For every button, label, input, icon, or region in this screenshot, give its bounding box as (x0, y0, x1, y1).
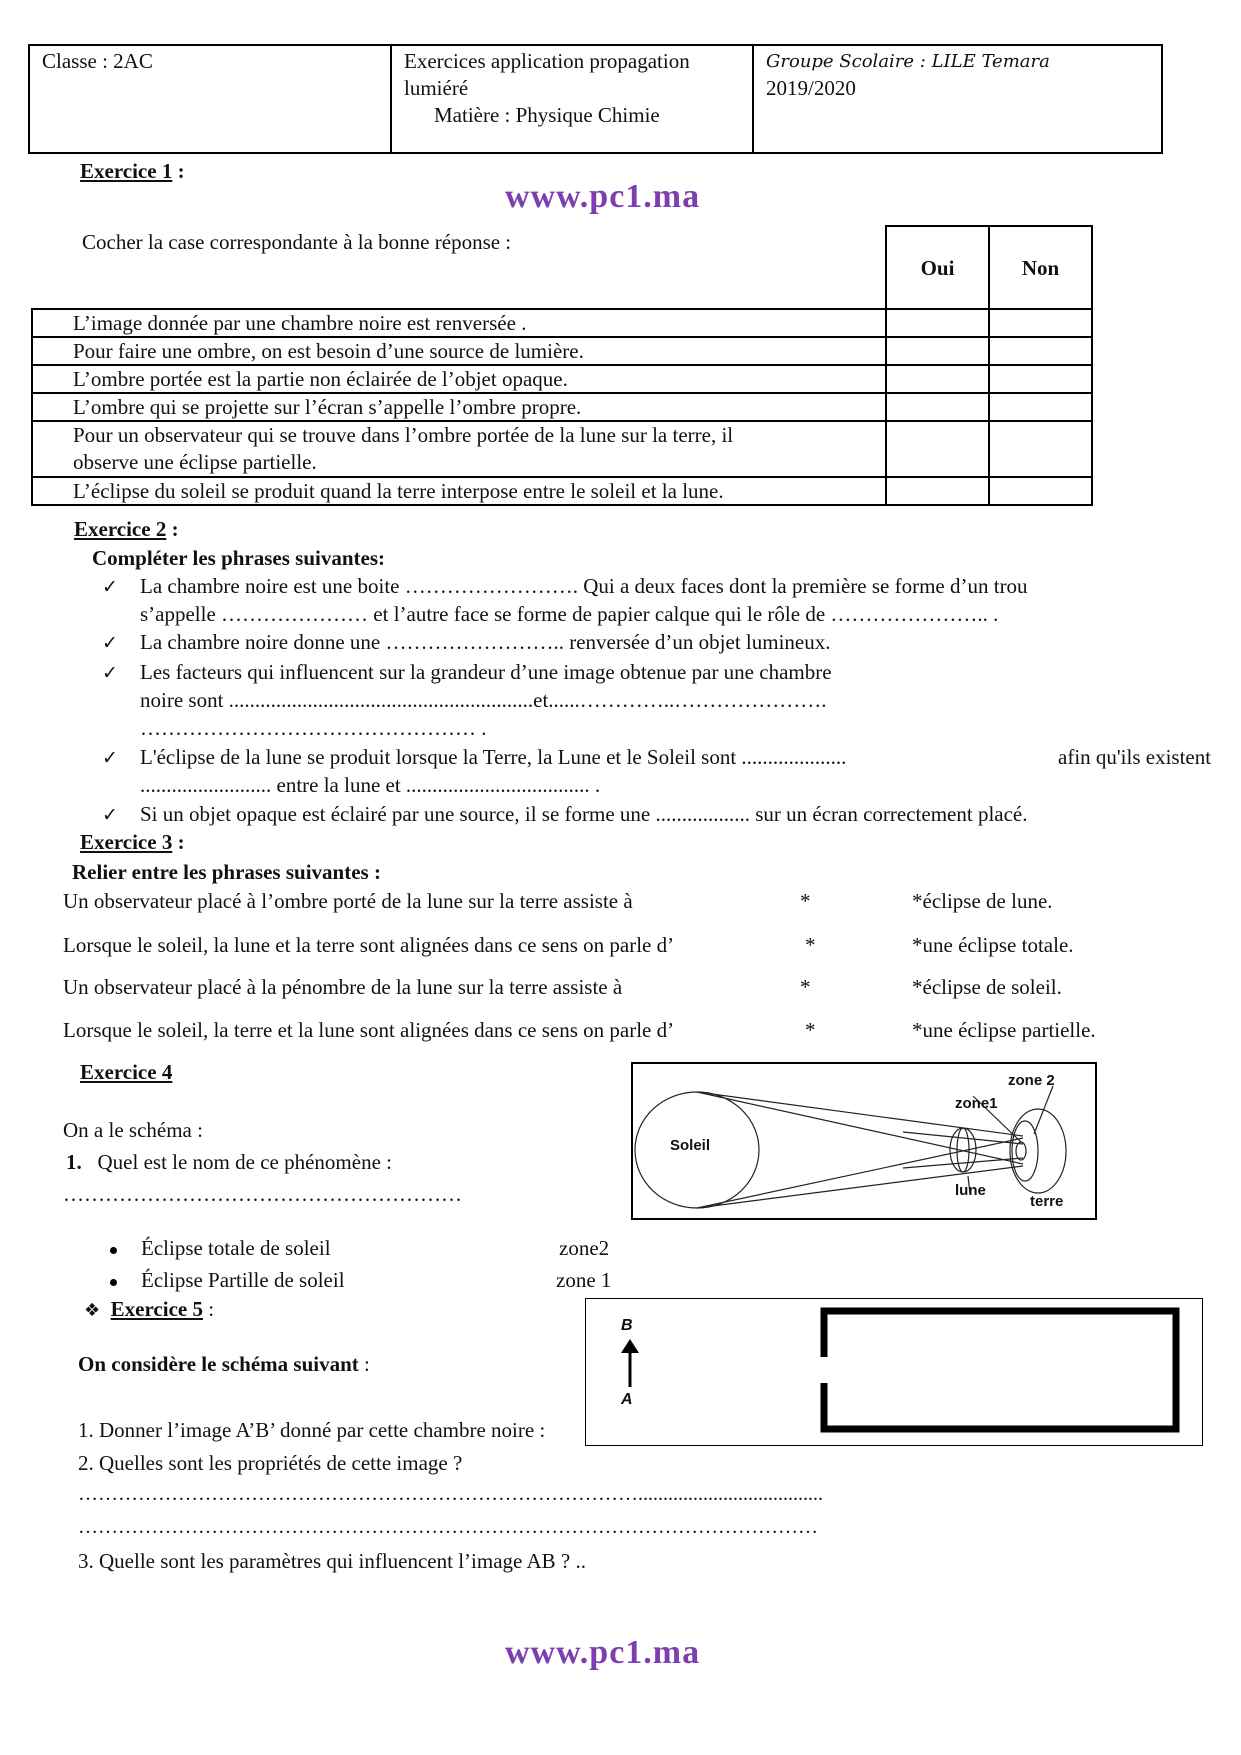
ex4-item (110, 1268, 345, 1293)
watermark-bottom: www.pc1.ma (505, 1634, 701, 1671)
ex5-title-wrap (84, 1297, 214, 1322)
ex3-link-dot[interactable]: * (800, 975, 811, 999)
ex3-right-item[interactable]: *une éclipse totale. (912, 933, 1074, 957)
school-name: Groupe Scolaire : LILE Temara (766, 51, 1050, 72)
ex2-colon: : (166, 517, 179, 541)
ex1-checkbox-non[interactable] (989, 393, 1092, 421)
ex1-checkbox-oui[interactable] (886, 365, 989, 393)
ex1-row (32, 477, 1092, 505)
header-table (28, 44, 1163, 154)
ex5-intro: On considère le schéma suivant (78, 1352, 359, 1376)
check-icon: ✓ (102, 804, 118, 826)
ex3-link-dot[interactable]: * (805, 933, 816, 957)
school-cell (754, 46, 1161, 152)
camera-obscura-diagram (585, 1298, 1203, 1446)
ex3-left-item: Lorsque le soleil, la lune et la terre sont alignées dans ce sens on parle d’ (63, 933, 675, 957)
ex1-title-wrap (80, 159, 185, 184)
ex1-row-text: L’ombre qui se projette sur l’écran s’appelle l’ombre propre. (32, 393, 886, 421)
subject-line-3: Matière : Physique Chimie (434, 103, 660, 127)
ex5-q2: 2. Quelles sont les propriétés de cette image ? (78, 1451, 463, 1475)
ex1-row (32, 421, 1092, 477)
label-b: B (621, 1317, 633, 1334)
col-oui: Oui (886, 226, 989, 309)
ex3-link-dot[interactable]: * (805, 1018, 816, 1042)
ex1-row (32, 337, 1092, 365)
diamond-bullet-icon: ❖ (84, 1300, 101, 1321)
camera-box (824, 1311, 1176, 1429)
ex1-checkbox-oui[interactable] (886, 393, 989, 421)
ex1-checkbox-non[interactable] (989, 337, 1092, 365)
ex1-row (32, 309, 1092, 337)
ex5-intro-colon: : (358, 1352, 370, 1376)
ex4-title: Exercice 4 (80, 1060, 173, 1084)
bullet-icon (110, 1279, 117, 1286)
moon-shape (950, 1128, 976, 1172)
zone2-label: zone 2 (1008, 1072, 1055, 1089)
ex5-intro-wrap (78, 1352, 370, 1377)
ex3-link-dot[interactable]: * (800, 889, 811, 913)
ex5-title: Exercice 5 (110, 1297, 203, 1321)
ex1-checkbox-non[interactable] (989, 309, 1092, 337)
ex2-line: L'éclipse de la lune se produit lorsque la Terre, la Lune et le Soleil sont .................... (140, 745, 847, 769)
ex1-checkbox-oui[interactable] (886, 309, 989, 337)
ex1-row (32, 393, 1092, 421)
ex3-title-wrap (80, 830, 185, 855)
ex1-checkbox-non[interactable] (989, 477, 1092, 505)
ex5-colon: : (202, 1297, 215, 1321)
zone1-label: zone1 (955, 1095, 998, 1112)
ex1-table (31, 225, 1093, 506)
ex4-item-zone: zone 1 (556, 1268, 612, 1292)
ex3-right-item[interactable]: *éclipse de soleil. (912, 975, 1062, 999)
ex2-line: noire sont ..........................................................et......…………..…………………. (140, 688, 827, 712)
school-year: 2019/2020 (766, 76, 856, 100)
ex1-row-text-line2: observe une éclipse partielle. (73, 450, 317, 474)
ex1-checkbox-oui[interactable] (886, 337, 989, 365)
ex5-answer-dots[interactable]: ………………………………………………………………………………………………… (78, 1516, 818, 1538)
ex1-row-text: L’image donnée par une chambre noire est renversée . (32, 309, 886, 337)
check-icon: ✓ (102, 632, 118, 654)
ex2-line: Les facteurs qui influencent sur la grandeur d’une image obtenue par une chambre (140, 660, 832, 684)
ex1-row (32, 365, 1092, 393)
moon-label: lune (955, 1182, 986, 1199)
ex3-title: Exercice 3 (80, 830, 173, 854)
ex1-title: Exercice 1 (80, 159, 173, 183)
ex4-item-zone: zone2 (559, 1236, 610, 1260)
subject-line-1: Exercices application propagation (404, 49, 690, 73)
ex2-subtitle: Compléter les phrases suivantes: (92, 546, 386, 570)
class-cell (30, 46, 392, 152)
camera-box-svg (586, 1299, 1202, 1445)
ex1-checkbox-non[interactable] (989, 421, 1092, 477)
ex4-intro: On a le schéma : (63, 1118, 203, 1142)
ex2-line: afin qu'ils existent (1058, 745, 1212, 769)
ex4-q1-num: 1. (66, 1150, 82, 1174)
ex3-subtitle: Relier entre les phrases suivantes : (72, 860, 381, 884)
ex2-line: La chambre noire donne une …………………….. renversée d’un objet lumineux. (140, 630, 831, 654)
ex3-left-item: Un observateur placé à l’ombre porté de la lune sur la terre assiste à (63, 889, 633, 913)
subject-line-2: lumiéré (404, 76, 469, 100)
ex2-line: ......................... entre la lune et ................................... . (140, 773, 601, 797)
check-icon: ✓ (102, 747, 118, 769)
ex5-answer-dots[interactable]: …………………………………………………………………………..................................... (78, 1483, 823, 1505)
ex2-line: La chambre noire est une boite ……………………. Qui a deux faces dont la première se forme d’un trou (140, 574, 1028, 598)
ex3-right-item[interactable]: *éclipse de lune. (912, 889, 1053, 913)
subject-cell (392, 46, 754, 152)
ex1-checkbox-oui[interactable] (886, 421, 989, 477)
ex2-line: Si un objet opaque est éclairé par une source, il se forme une .................. sur un écran correctement placé. (140, 802, 1028, 826)
ex5-q1: 1. Donner l’image A’B’ donné par cette chambre noire : (78, 1418, 546, 1442)
eclipse-diagram (631, 1062, 1097, 1220)
ex1-row-text: L’éclipse du soleil se produit quand la terre interpose entre le soleil et la lune. (32, 477, 886, 505)
col-non: Non (989, 226, 1092, 309)
ex5-q3: 3. Quelle sont les paramètres qui influencent l’image AB ? .. (78, 1549, 586, 1573)
ex1-instruction: Cocher la case correspondante à la bonne réponse : (32, 226, 886, 309)
ex4-answer-dots[interactable]: ………………………………………………… (63, 1182, 462, 1206)
check-icon: ✓ (102, 576, 118, 598)
bullet-icon (110, 1247, 117, 1254)
ex4-item-label: Éclipse Partille de soleil (141, 1268, 345, 1292)
ex2-line: s’appelle ………………… et l’autre face se forme de papier calque qui le rôle de ………………….. . (140, 602, 999, 626)
check-icon: ✓ (102, 662, 118, 684)
ex1-row-text: L’ombre portée est la partie non éclairée de l’objet opaque. (32, 365, 886, 393)
ex4-item (110, 1236, 331, 1261)
watermark-top: www.pc1.ma (505, 178, 701, 215)
earth-label: terre (1030, 1193, 1064, 1210)
ex1-row-text: Pour faire une ombre, on est besoin d’une source de lumière. (32, 337, 886, 365)
ex2-line: ………………………………………… . (140, 716, 487, 740)
ex2-title: Exercice 2 (74, 517, 167, 541)
ex3-colon: : (172, 830, 185, 854)
ex4-q1: Quel est le nom de ce phénomène : (97, 1150, 392, 1174)
sun-label: Soleil (670, 1137, 711, 1154)
ex1-row-text-line1: Pour un observateur qui se trouve dans l’ombre portée de la lune sur la terre, il (73, 423, 734, 447)
ex1-checkbox-non[interactable] (989, 365, 1092, 393)
ex3-right-item[interactable]: *une éclipse partielle. (912, 1018, 1096, 1042)
ex1-colon: : (172, 159, 185, 183)
ex1-checkbox-oui[interactable] (886, 477, 989, 505)
ex3-left-item: Lorsque le soleil, la terre et la lune sont alignées dans ce sens on parle d’ (63, 1018, 675, 1042)
ex4-item-label: Éclipse totale de soleil (141, 1236, 331, 1260)
ex2-title-wrap (74, 517, 179, 542)
label-a: A (621, 1391, 633, 1408)
ex4-q1-wrap (66, 1150, 392, 1175)
ex3-left-item: Un observateur placé à la pénombre de la lune sur la terre assiste à (63, 975, 623, 999)
ex1-row-text (32, 421, 886, 477)
class-label: Classe : 2AC (42, 49, 153, 73)
